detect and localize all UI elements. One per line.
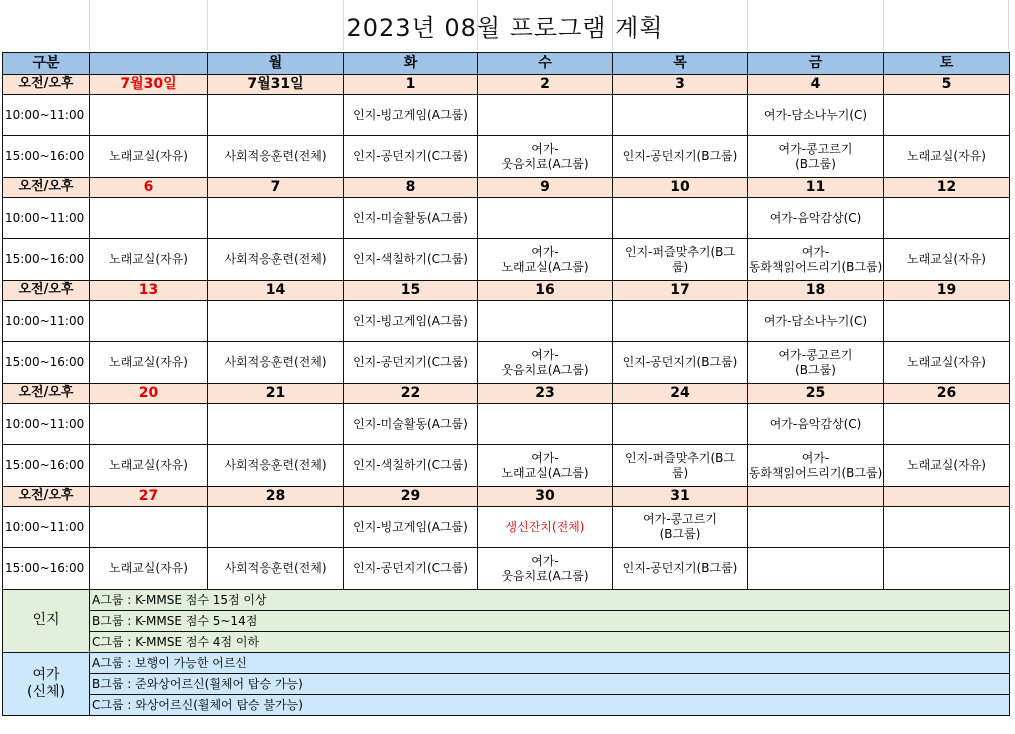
program-cell[interactable]: 노래교실(자유)	[884, 445, 1010, 487]
header-cell[interactable]: 금	[748, 53, 884, 75]
program-cell[interactable]	[884, 507, 1010, 548]
schedule-table	[2, 52, 1010, 716]
program-cell[interactable]: 사회적응훈련(전체)	[208, 445, 344, 487]
program-cell[interactable]: 노래교실(자유)	[90, 239, 208, 281]
date-cell[interactable]	[748, 487, 884, 507]
am-row	[3, 95, 1010, 136]
legend-row	[3, 590, 1010, 611]
program-cell[interactable]	[613, 404, 748, 445]
legend-text-cell[interactable]: C그룹 : 와상어르신(휠체어 탑승 불가능)	[90, 695, 1010, 716]
program-cell[interactable]: 인지-빙고게임(A그룹)	[344, 301, 478, 342]
page-title[interactable]: 2023년 08월 프로그램 계획	[346, 13, 664, 42]
program-cell[interactable]: 인지-빙고게임(A그룹)	[344, 95, 478, 136]
program-cell[interactable]	[90, 404, 208, 445]
program-cell[interactable]: 여가- 웃음치료(A그룹)	[478, 548, 613, 590]
date-cell[interactable]: 5	[884, 75, 1010, 95]
program-cell[interactable]: 노래교실(자유)	[884, 136, 1010, 178]
date-cell[interactable]: 15	[344, 281, 478, 301]
row-label-cell[interactable]: 오전/오후	[3, 281, 90, 301]
header-cell[interactable]	[90, 53, 208, 75]
time-cell[interactable]: 15:00~16:00	[3, 136, 90, 178]
program-cell[interactable]: 여가-담소나누기(C)	[748, 95, 884, 136]
date-cell[interactable]: 16	[478, 281, 613, 301]
date-cell[interactable]: 22	[344, 384, 478, 404]
program-cell[interactable]: 인지-퍼즐맞추기(B그 룹)	[613, 445, 748, 487]
date-cell[interactable]: 3	[613, 75, 748, 95]
program-cell[interactable]: 여가-음악감상(C)	[748, 198, 884, 239]
date-cell[interactable]: 11	[748, 178, 884, 198]
program-cell[interactable]: 여가- 노래교실(A그룹)	[478, 445, 613, 487]
program-cell[interactable]	[208, 198, 344, 239]
legend-row	[3, 611, 1010, 632]
program-cell[interactable]	[90, 198, 208, 239]
program-cell[interactable]	[90, 301, 208, 342]
legend-text-cell[interactable]: A그룹 : 보행이 가능한 어르신	[90, 653, 1010, 674]
program-cell[interactable]: 인지-공던지기(C그룹)	[344, 136, 478, 178]
am-row	[3, 301, 1010, 342]
program-cell[interactable]: 여가-담소나누기(C)	[748, 301, 884, 342]
program-cell[interactable]: 여가- 동화책읽어드리기(B그룹)	[748, 445, 884, 487]
legend-text-cell[interactable]: A그룹 : K-MMSE 점수 15점 이상	[90, 590, 1010, 611]
date-cell[interactable]: 30	[478, 487, 613, 507]
date-cell[interactable]: 19	[884, 281, 1010, 301]
program-cell[interactable]: 사회적응훈련(전체)	[208, 342, 344, 384]
time-cell[interactable]: 15:00~16:00	[3, 239, 90, 281]
time-cell[interactable]: 10:00~11:00	[3, 507, 90, 548]
program-cell[interactable]: 여가- 동화책읽어드리기(B그룹)	[748, 239, 884, 281]
date-cell[interactable]: 20	[90, 384, 208, 404]
date-cell[interactable]: 14	[208, 281, 344, 301]
program-cell[interactable]	[90, 507, 208, 548]
program-cell[interactable]	[90, 95, 208, 136]
row-label-cell[interactable]: 오전/오후	[3, 487, 90, 507]
program-cell[interactable]: 여가- 웃음치료(A그룹)	[478, 342, 613, 384]
date-cell[interactable]: 27	[90, 487, 208, 507]
pm-row	[3, 342, 1010, 384]
date-cell[interactable]: 29	[344, 487, 478, 507]
time-cell[interactable]: 10:00~11:00	[3, 404, 90, 445]
pm-row	[3, 239, 1010, 281]
date-cell[interactable]: 13	[90, 281, 208, 301]
date-cell[interactable]: 8	[344, 178, 478, 198]
header-row	[3, 53, 1010, 75]
program-cell[interactable]: 인지-색칠하기(C그룹)	[344, 445, 478, 487]
header-cell[interactable]: 월	[208, 53, 344, 75]
row-label-cell[interactable]: 오전/오후	[3, 178, 90, 198]
date-cell[interactable]: 24	[613, 384, 748, 404]
am-row	[3, 507, 1010, 548]
program-cell[interactable]: 인지-공던지기(B그룹)	[613, 136, 748, 178]
date-cell[interactable]: 10	[613, 178, 748, 198]
program-cell[interactable]	[748, 548, 884, 590]
program-cell[interactable]: 인지-미술활동(A그룹)	[344, 404, 478, 445]
program-cell[interactable]: 노래교실(자유)	[90, 445, 208, 487]
time-cell[interactable]: 10:00~11:00	[3, 301, 90, 342]
program-cell[interactable]: 노래교실(자유)	[884, 342, 1010, 384]
legend-text-cell[interactable]: B그룹 : K-MMSE 점수 5~14점	[90, 611, 1010, 632]
date-cell[interactable]: 6	[90, 178, 208, 198]
date-cell[interactable]: 9	[478, 178, 613, 198]
program-cell[interactable]: 인지-공던지기(C그룹)	[344, 548, 478, 590]
program-cell[interactable]	[478, 301, 613, 342]
date-row	[3, 178, 1010, 198]
title-area	[0, 0, 1010, 50]
legend-text-cell[interactable]: C그룹 : K-MMSE 점수 4점 이하	[90, 632, 1010, 653]
legend-row	[3, 653, 1010, 674]
program-cell[interactable]: 노래교실(자유)	[90, 136, 208, 178]
program-cell[interactable]: 사회적응훈련(전체)	[208, 239, 344, 281]
program-cell[interactable]: 여가-음악감상(C)	[748, 404, 884, 445]
date-cell[interactable]: 28	[208, 487, 344, 507]
program-cell[interactable]	[613, 198, 748, 239]
header-cell[interactable]: 목	[613, 53, 748, 75]
program-cell[interactable]	[884, 404, 1010, 445]
date-row	[3, 281, 1010, 301]
program-cell[interactable]: 여가- 노래교실(A그룹)	[478, 239, 613, 281]
date-cell[interactable]: 23	[478, 384, 613, 404]
pm-row	[3, 548, 1010, 590]
program-cell[interactable]: 사회적응훈련(전체)	[208, 136, 344, 178]
program-cell[interactable]	[884, 548, 1010, 590]
date-cell[interactable]: 17	[613, 281, 748, 301]
program-cell[interactable]	[748, 507, 884, 548]
pm-row	[3, 136, 1010, 178]
program-cell[interactable]	[884, 198, 1010, 239]
am-row	[3, 404, 1010, 445]
date-cell[interactable]: 7월30일	[90, 75, 208, 95]
legend-row	[3, 674, 1010, 695]
am-row	[3, 198, 1010, 239]
program-cell[interactable]	[208, 404, 344, 445]
date-cell[interactable]: 7월31일	[208, 75, 344, 95]
program-cell[interactable]: 인지-공던지기(B그룹)	[613, 342, 748, 384]
date-cell[interactable]: 7	[208, 178, 344, 198]
program-cell[interactable]: 인지-빙고게임(A그룹)	[344, 507, 478, 548]
date-row	[3, 75, 1010, 95]
program-cell[interactable]: 인지-퍼즐맞추기(B그 룹)	[613, 239, 748, 281]
date-cell[interactable]: 26	[884, 384, 1010, 404]
program-cell[interactable]	[208, 507, 344, 548]
date-cell[interactable]: 1	[344, 75, 478, 95]
date-cell[interactable]: 2	[478, 75, 613, 95]
header-cell[interactable]: 토	[884, 53, 1010, 75]
row-label-cell[interactable]: 오전/오후	[3, 75, 90, 95]
program-cell[interactable]	[478, 95, 613, 136]
program-cell[interactable]	[884, 95, 1010, 136]
legend-row	[3, 695, 1010, 716]
program-cell[interactable]	[208, 301, 344, 342]
legend-row	[3, 632, 1010, 653]
date-cell[interactable]: 12	[884, 178, 1010, 198]
row-label-cell[interactable]: 오전/오후	[3, 384, 90, 404]
date-cell[interactable]: 25	[748, 384, 884, 404]
program-cell[interactable]: 인지-공던지기(B그룹)	[613, 548, 748, 590]
legend-label-cell[interactable]: 인지	[3, 590, 90, 653]
program-cell[interactable]: 노래교실(자유)	[90, 548, 208, 590]
date-cell[interactable]: 21	[208, 384, 344, 404]
program-cell[interactable]: 노래교실(자유)	[90, 342, 208, 384]
program-cell[interactable]: 인지-색칠하기(C그룹)	[344, 239, 478, 281]
program-cell[interactable]: 여가- 웃음치료(A그룹)	[478, 136, 613, 178]
header-cell[interactable]: 화	[344, 53, 478, 75]
legend-label-cell[interactable]: 여가 (신체)	[3, 653, 90, 716]
program-cell[interactable]: 인지-공던지기(C그룹)	[344, 342, 478, 384]
program-cell[interactable]: 여가-콩고르기 (B그룹)	[613, 507, 748, 548]
pm-row	[3, 445, 1010, 487]
date-row	[3, 384, 1010, 404]
date-row	[3, 487, 1010, 507]
program-cell[interactable]	[478, 198, 613, 239]
program-cell[interactable]: 여가-콩고르기 (B그룹)	[748, 136, 884, 178]
program-cell[interactable]: 생신잔치(전체)	[478, 507, 613, 548]
time-cell[interactable]: 10:00~11:00	[3, 198, 90, 239]
time-cell[interactable]: 15:00~16:00	[3, 548, 90, 590]
program-cell[interactable]: 인지-미술활동(A그룹)	[344, 198, 478, 239]
time-cell[interactable]: 15:00~16:00	[3, 445, 90, 487]
date-cell[interactable]: 18	[748, 281, 884, 301]
program-cell[interactable]: 노래교실(자유)	[884, 239, 1010, 281]
program-cell[interactable]: 여가-콩고르기 (B그룹)	[748, 342, 884, 384]
program-cell[interactable]: 사회적응훈련(전체)	[208, 548, 344, 590]
header-cell[interactable]: 수	[478, 53, 613, 75]
date-cell[interactable]: 4	[748, 75, 884, 95]
program-cell[interactable]	[613, 301, 748, 342]
time-cell[interactable]: 10:00~11:00	[3, 95, 90, 136]
date-cell[interactable]	[884, 487, 1010, 507]
program-cell[interactable]	[613, 95, 748, 136]
program-cell[interactable]	[208, 95, 344, 136]
time-cell[interactable]: 15:00~16:00	[3, 342, 90, 384]
program-cell[interactable]	[884, 301, 1010, 342]
date-cell[interactable]: 31	[613, 487, 748, 507]
program-cell[interactable]	[478, 404, 613, 445]
header-cell[interactable]: 구분	[3, 53, 90, 75]
legend-text-cell[interactable]: B그룹 : 준와상어르신(휠체어 탑승 가능)	[90, 674, 1010, 695]
